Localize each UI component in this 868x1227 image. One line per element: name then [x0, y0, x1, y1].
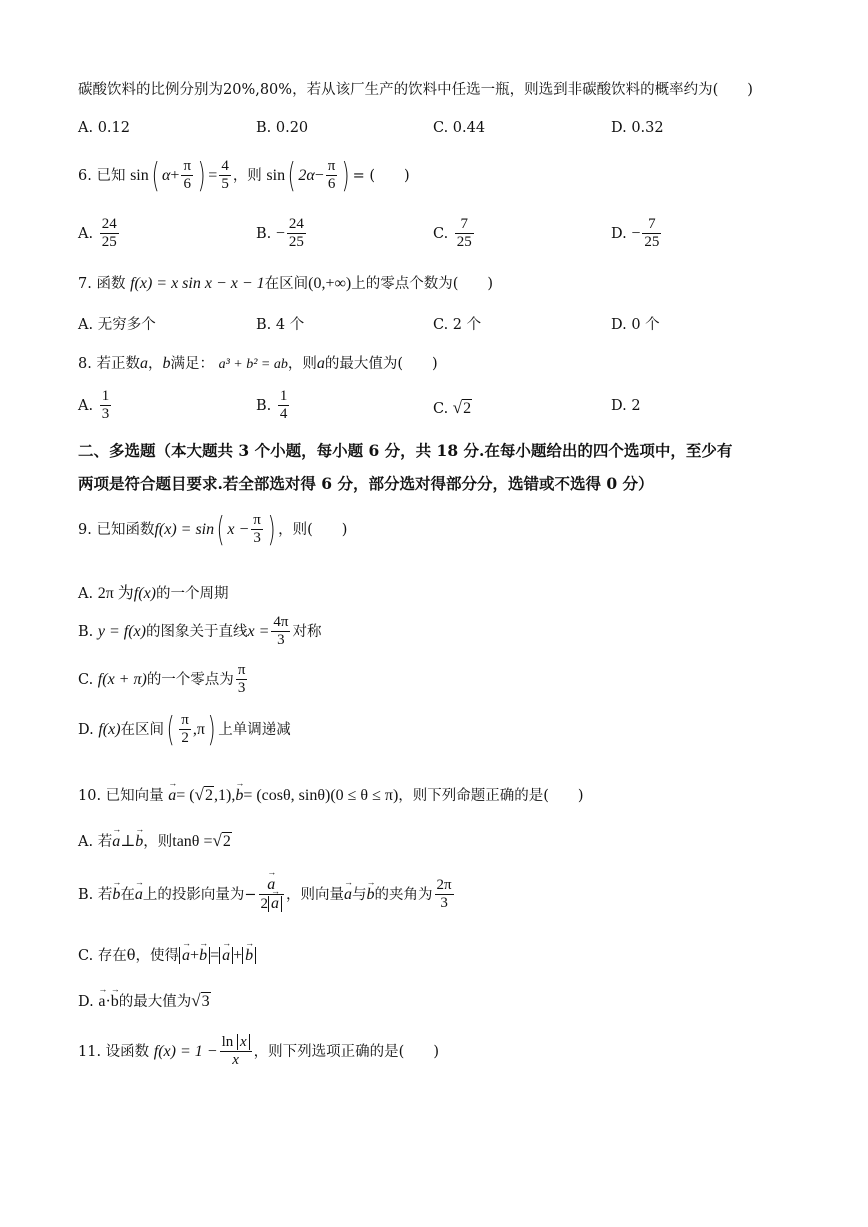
q6-option-a: A. $\frac{24}{25}$ — [78, 216, 117, 251]
q11-stem: 11. 设函数 f(x) = 1 − $\frac{\text{ln x}}{x}$ ，则下列选项正确的是( ) — [78, 1034, 439, 1069]
q9-option-c: C. f(x + π)的一个零点为 $\frac{\pi}{3}$ — [78, 662, 246, 697]
q7-option-c: C. 2 个 — [433, 317, 482, 333]
q8-stem: 8. 若正数a，b满足： a³ + b² = ab，则a的最大值为( ) — [78, 355, 438, 372]
q9-option-d: D. f(x)在区间( $\frac{\pi}{2}$ ,π) 上单调递减 — [78, 709, 291, 750]
q10-option-d: D. → a·→ b的最大值为√3 — [78, 990, 211, 1011]
q9-option-a: A. 2π 为f(x)的一个周期 — [78, 585, 229, 602]
q8-option-b: B. $\frac{1}{4}$ — [256, 388, 288, 423]
q10-stem: 10. 已知向量 → a= (√2,1),→ b= (cosθ, sinθ)(0 ≤ θ ≤ π)，则下列命题正确的是( ) — [78, 784, 584, 805]
q5-option-a: A. 0.12 — [78, 120, 130, 136]
q7-option-d: D. 0 个 — [611, 317, 660, 333]
section-heading-multi-choice-2: 两项是符合题目要求.若全部选对得 6 分，部分选对得部分分，选错或不选得 0 分） — [78, 474, 654, 493]
q8-option-a: A. $\frac{1}{3}$ — [78, 388, 110, 423]
q7-option-b: B. 4 个 — [256, 317, 305, 333]
q9-stem: 9. 已知函数f(x) = sin( x − $\frac{\pi}{3}$ ) ，则( ) — [78, 509, 348, 550]
section-heading-multi-choice: 二、多选题（本大题共 3 个小题，每小题 6 分，共 18 分.在每小题给出的四个选项中，至少有 — [78, 441, 733, 460]
q6-stem: 6. 已知 sin( α+ $\frac{\pi}{6}$ ) = $\frac{4}{5}$ ，则 sin( 2α− $\frac{\pi}{6}$ ) = ( ) — [78, 155, 410, 196]
q8-option-c: C. √2 — [433, 398, 472, 417]
q10-option-b: B. 若→ b在→ a上的投影向量为− → $\frac{a}{2\to a}$ ，则向量→ a与→ b的夹角为 $\frac{2\pi}{3}$ — [78, 876, 456, 914]
q7-stem: 7. 函数 f(x) = x sin x − x − 1在区间(0,+∞)上的零点个数为( ) — [78, 275, 494, 292]
q6-option-c: C. $\frac{7}{25}$ — [433, 216, 472, 251]
q8-option-d: D. 2 — [611, 398, 641, 414]
q5-stem: 碳酸饮料的比例分别为20%,80%，若从该厂生产的饮料中任选一瓶，则选到非碳酸饮料的概率约为( ) — [78, 82, 753, 98]
q10-option-a: A. 若→ a⊥→ b，则tanθ =√2 — [78, 830, 232, 851]
q5-option-c: C. 0.44 — [433, 120, 486, 136]
q6-option-d: D. − $\frac{7}{25}$ — [611, 216, 660, 251]
q9-option-b: B. y = f(x)的图象关于直线x = $\frac{4\pi}{3}$ 对称 — [78, 614, 322, 649]
q5-option-d: D. 0.32 — [611, 120, 664, 136]
q10-option-c: C. 存在θ，使得→ a+→ b =→ a +→ b — [78, 944, 256, 965]
q6-option-b: B. − $\frac{24}{25}$ — [256, 216, 304, 251]
q5-option-b: B. 0.20 — [256, 120, 309, 136]
q7-option-a: A. 无穷多个 — [78, 317, 156, 333]
